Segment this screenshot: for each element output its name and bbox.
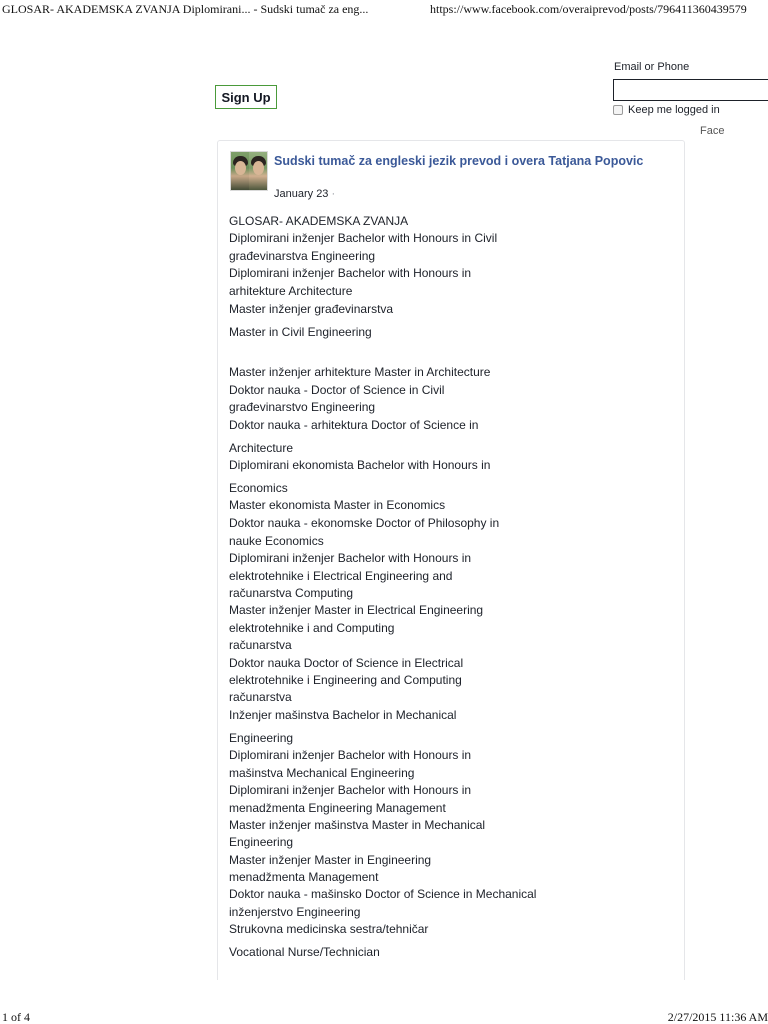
post-text-line: Master inženjer građevinarstva [229, 302, 394, 316]
post-text-line: Inženjer mašinstva Bachelor in Mechanical [229, 708, 457, 722]
sign-up-button[interactable]: Sign Up [215, 85, 277, 109]
post-text-line: Engineering [229, 731, 294, 745]
post-text-line: Doktor nauka - ekonomske Doctor of Philosophy in [229, 516, 500, 530]
post-text-line: Diplomirani inženjer Bachelor with Honours in [229, 266, 472, 280]
keep-logged-in-label: Keep me logged in [628, 104, 720, 116]
post-text-line: nauke Economics [229, 534, 324, 548]
print-page-url: https://www.facebook.com/overaiprevod/posts/796411360439579 [430, 2, 747, 16]
post-text-line: Doktor nauka - Doctor of Science in Civil [229, 383, 445, 397]
post-text-line: menadžmenta Engineering Management [229, 801, 446, 815]
post-text-line: Strukovna medicinska sestra/tehničar [229, 922, 429, 936]
post-text-line: Diplomirani ekonomista Bachelor with Honours in [229, 458, 491, 472]
post-text-line: Master inženjer arhitekture Master in Architecture [229, 365, 491, 379]
keep-logged-in-row[interactable] [613, 104, 720, 116]
post-text-line: Doktor nauka Doctor of Science in Electrical [229, 656, 464, 670]
post-text-line: Economics [229, 481, 288, 495]
post-text-line: Diplomirani inženjer Bachelor with Honours in [229, 551, 472, 565]
audience-icon: · [331, 188, 336, 200]
post-text-line: računarstva Computing [229, 586, 354, 600]
post-text-line: elektrotehnike i and Computing [229, 621, 395, 635]
post-text-line: Doktor nauka - mašinsko Doctor of Science in Mechanical [229, 887, 537, 901]
post-text-line: inženjerstvo Engineering [229, 905, 361, 919]
post-text-line: Master inženjer mašinstva Master in Mechanical [229, 818, 486, 832]
post-text-line: građevinarstvo Engineering [229, 400, 376, 414]
print-header [0, 0, 768, 16]
print-page-count: 1 of 4 [2, 1010, 30, 1024]
post-date[interactable] [274, 188, 335, 200]
post-date-text[interactable]: January 23 [274, 188, 329, 200]
page-name-link[interactable]: Sudski tumač za engleski jezik prevod i overa Tatjana Popovic [274, 154, 644, 168]
post-text-line: mašinstva Mechanical Engineering [229, 766, 415, 780]
keep-logged-in-checkbox[interactable] [613, 105, 623, 115]
post-text-line: Master in Civil Engineering [229, 325, 372, 339]
post-text-line: računarstva [229, 690, 292, 704]
facebook-link-fragment[interactable]: Face [700, 125, 725, 137]
print-datetime: 2/27/2015 11:36 AM [667, 1010, 768, 1024]
print-footer [0, 1008, 768, 1024]
post-text-line: Diplomirani inženjer Bachelor with Honours in [229, 748, 472, 762]
post-text-line: Doktor nauka - arhitektura Doctor of Science in [229, 418, 479, 432]
post-text-line: GLOSAR- AKADEMSKA ZVANJA [229, 214, 409, 228]
post-text-line: Master inženjer Master in Electrical Engineering [229, 603, 484, 617]
post-text-line: Diplomirani inženjer Bachelor with Honours in [229, 783, 472, 797]
email-label: Email or Phone [614, 61, 690, 73]
post-text-line: građevinarstva Engineering [229, 249, 376, 263]
post-text-line: Engineering [229, 835, 294, 849]
print-page-title: GLOSAR- AKADEMSKA ZVANJA Diplomirani... - Sudski tumač za eng... [2, 2, 369, 16]
post-text-line: Architecture [229, 441, 294, 455]
post-text-line: Master ekonomista Master in Economics [229, 498, 446, 512]
post-text-line: Diplomirani inženjer Bachelor with Honours in Civil [229, 231, 498, 245]
post-text-line: Vocational Nurse/Technician [229, 945, 380, 959]
post-card [217, 140, 685, 980]
post-text-line: Master inženjer Master in Engineering [229, 853, 432, 867]
email-field[interactable] [613, 79, 768, 101]
page-avatar[interactable] [230, 151, 268, 191]
post-text-line: arhitekture Architecture [229, 284, 353, 298]
post-text-line: elektrotehnike i Electrical Engineering and [229, 569, 453, 583]
post-text-line: elektrotehnike i Engineering and Computing [229, 673, 462, 687]
post-text-line: menadžmenta Management [229, 870, 379, 884]
post-text-line: računarstva [229, 638, 292, 652]
